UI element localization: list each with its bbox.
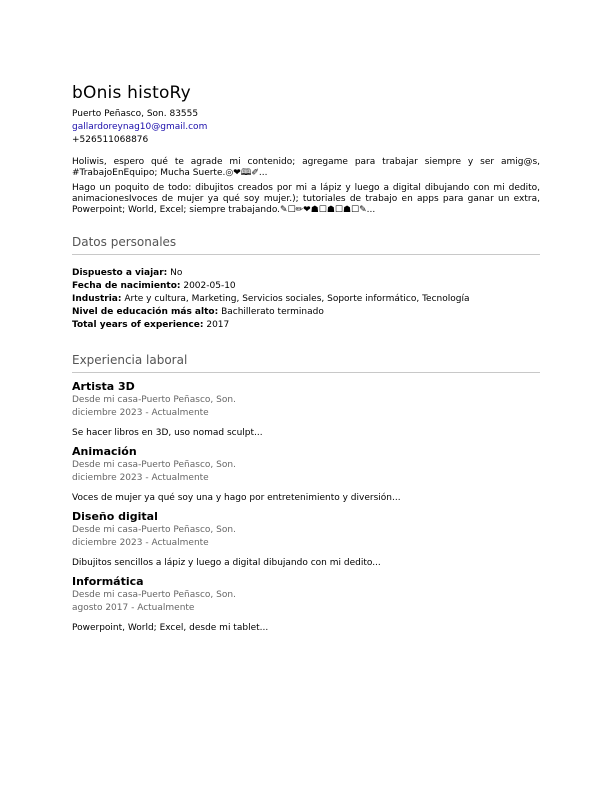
field-label: Total years of experience: [72, 320, 204, 330]
summary-paragraph-2: Hago un poquito de todo: dibujitos creados por mi a lápiz y luego a digital dibujando con mi dedito, animacionesIvoces de mujer ya qué soy mujer.); tutoriales de trabajo en apps para ganar un extra, Powerpoint; World, Excel; siempre trabajando.✎☐✏❤☗☐☗☐☗☐✎... [72, 183, 540, 215]
job-description: Dibujitos sencillos a lápiz y luego a digital dibujando con mi dedito... [72, 558, 381, 568]
personal-item-industry [72, 293, 469, 305]
job-title: Informática [72, 575, 144, 588]
job-title: Animación [72, 445, 137, 458]
email-link[interactable]: gallardoreynag10@gmail.com [72, 122, 208, 132]
personal-item-birthdate [72, 280, 236, 292]
field-label: Dispuesto a viajar: [72, 268, 168, 278]
job-dates: diciembre 2023 - Actualmente [72, 473, 209, 483]
job-place: Desde mi casa-Puerto Peñasco, Son. [72, 395, 236, 405]
personal-item-education [72, 306, 324, 318]
experience-section-title: Experiencia laboral [72, 353, 188, 367]
section-divider [72, 372, 540, 373]
personal-section-title: Datos personales [72, 235, 177, 249]
job-place: Desde mi casa-Puerto Peñasco, Son. [72, 460, 236, 470]
job-description: Powerpoint, World; Excel, desde mi tablet... [72, 623, 269, 633]
field-value: Bachillerato terminado [221, 307, 324, 317]
job-dates: agosto 2017 - Actualmente [72, 603, 195, 613]
field-label: Fecha de nacimiento: [72, 281, 181, 291]
field-value: 2002-05-10 [183, 281, 236, 291]
field-label: Nivel de educación más alto: [72, 307, 219, 317]
field-value: Arte y cultura, Marketing, Servicios sociales, Soporte informático, Tecnología [124, 294, 470, 304]
summary-paragraph-1: Holiwis, espero qué te agrade mi contenido; agregame para trabajar siempre y ser amig@s, #TrabajoEnEquipo; Mucha Suerte.◎❤🕮✐... [72, 157, 540, 178]
field-value: 2017 [206, 320, 230, 330]
location: Puerto Peñasco, Son. 83555 [72, 109, 199, 119]
section-divider [72, 254, 540, 255]
personal-item-travel [72, 267, 182, 279]
job-description: Se hacer libros en 3D, uso nomad sculpt... [72, 428, 263, 438]
job-description: Voces de mujer ya qué soy una y hago por entretenimiento y diversión... [72, 493, 401, 503]
job-title: Artista 3D [72, 380, 135, 393]
job-place: Desde mi casa-Puerto Peñasco, Son. [72, 590, 236, 600]
personal-item-experience-years [72, 319, 229, 331]
phone: +526511068876 [72, 135, 149, 145]
field-value: No [170, 268, 183, 278]
job-dates: diciembre 2023 - Actualmente [72, 538, 209, 548]
job-dates: diciembre 2023 - Actualmente [72, 408, 209, 418]
job-title: Diseño digital [72, 510, 158, 523]
job-place: Desde mi casa-Puerto Peñasco, Son. [72, 525, 236, 535]
candidate-name: bOnis histoRy [72, 83, 191, 103]
field-label: Industria: [72, 294, 122, 304]
